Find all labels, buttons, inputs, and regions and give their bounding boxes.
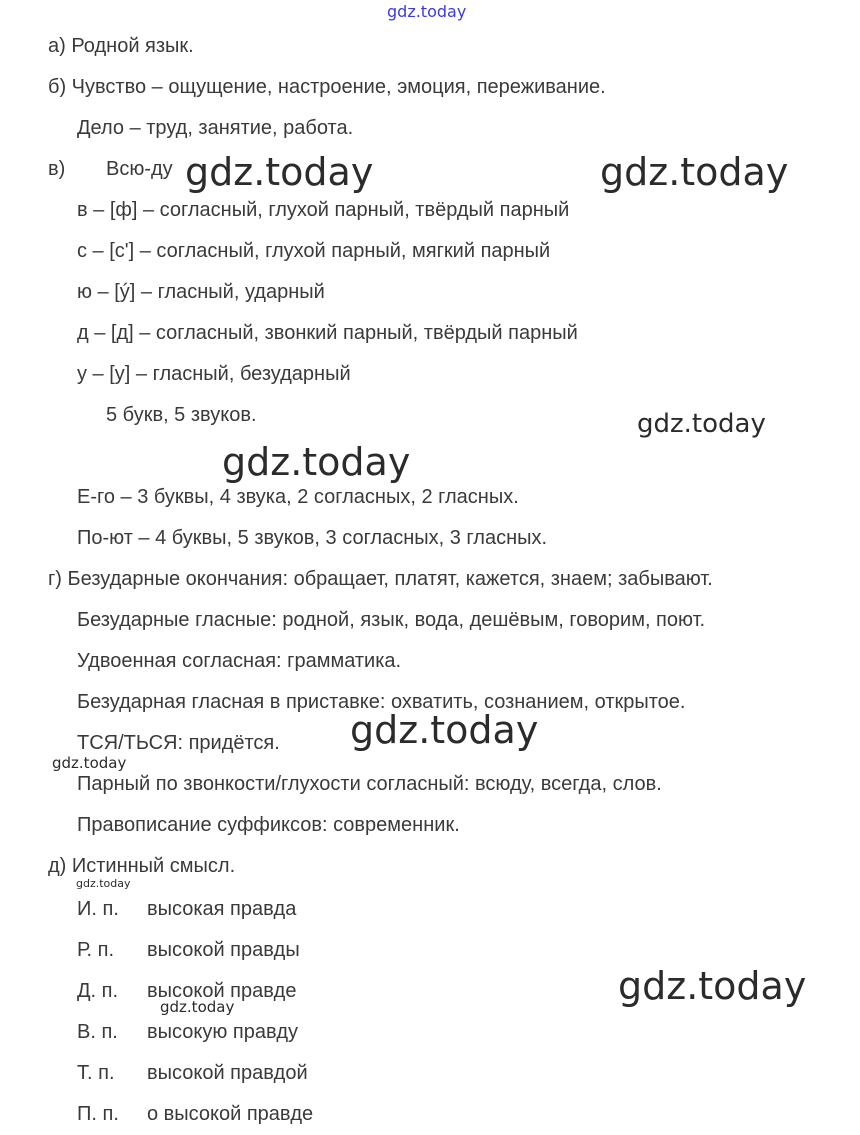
phonetic-line-4: д – [д] – согласный, звонкий парный, твёрдый парный xyxy=(77,322,578,344)
letters-sounds-summary: 5 букв, 5 звуков. xyxy=(106,404,257,426)
declension-row xyxy=(77,1020,298,1044)
case-label: Д. п. xyxy=(77,980,119,1002)
answer-g-line4: Безударная гласная в приставке: охватить, сознанием, открытое. xyxy=(77,691,686,713)
watermark-4: gdz.today xyxy=(222,440,411,484)
answer-g-line5: ТСЯ/ТЬСЯ: придётся. xyxy=(77,732,280,754)
case-form: высокую правду xyxy=(147,1021,299,1043)
watermark-8: gdz.today xyxy=(160,998,235,1016)
answer-b-line2: Дело – труд, занятие, работа. xyxy=(77,117,354,139)
answer-d: д) Истинный смысл. xyxy=(48,855,236,877)
watermark-2: gdz.today xyxy=(600,150,789,194)
answer-v-label: в) xyxy=(48,158,66,180)
declension-row xyxy=(77,938,300,962)
case-label: Р. п. xyxy=(77,939,115,961)
case-label: Т. п. xyxy=(77,1062,115,1084)
case-form: высокая правда xyxy=(147,898,297,920)
watermark-3: gdz.today xyxy=(637,409,766,439)
case-label: П. п. xyxy=(77,1103,119,1125)
answer-g-line3: Удвоенная согласная: грамматика. xyxy=(77,650,402,672)
answer-b-line1: б) Чувство – ощущение, настроение, эмоция, переживание. xyxy=(48,76,606,98)
watermark-5: gdz.today xyxy=(350,708,539,752)
answer-g-line2: Безударные гласные: родной, язык, вода, дешёвым, говорим, поют. xyxy=(77,609,706,631)
case-form: о высокой правде xyxy=(147,1103,314,1125)
answer-g-line7: Правописание суффиксов: современник. xyxy=(77,814,460,836)
case-form: высокой правдой xyxy=(147,1062,308,1084)
answer-v-word: Всю-ду xyxy=(106,158,173,180)
phonetic-line-2: с – [с'] – согласный, глухой парный, мягкий парный xyxy=(77,240,551,262)
answer-g-line6: Парный по звонкости/глухости согласный: всюду, всегда, слов. xyxy=(77,773,662,795)
declension-row xyxy=(77,897,296,921)
watermark-7: gdz.today xyxy=(76,877,131,890)
watermark-6: gdz.today xyxy=(52,754,127,772)
answer-g-line1: г) Безударные окончания: обращает, платят, кажется, знаем; забывают. xyxy=(48,568,713,590)
analysis-ego: Е-го – 3 буквы, 4 звука, 2 согласных, 2 гласных. xyxy=(77,486,519,508)
declension-row xyxy=(77,1102,313,1126)
phonetic-line-1: в – [ф] – согласный, глухой парный, твёрдый парный xyxy=(77,199,570,221)
answer-a: а) Родной язык. xyxy=(48,35,194,57)
declension-row xyxy=(77,1061,308,1085)
case-form: высокой правде xyxy=(147,980,297,1002)
phonetic-line-3: ю – [ý] – гласный, ударный xyxy=(77,281,325,303)
case-label: И. п. xyxy=(77,898,119,920)
watermark-9: gdz.today xyxy=(618,964,807,1008)
watermark-1: gdz.today xyxy=(185,150,374,194)
case-form: высокой правды xyxy=(147,939,300,961)
phonetic-line-5: у – [у] – гласный, безударный xyxy=(77,363,351,385)
watermark-top: gdz.today xyxy=(387,2,467,21)
analysis-poyut: По-ют – 4 буквы, 5 звуков, 3 согласных, 3 гласных. xyxy=(77,527,548,549)
case-label: В. п. xyxy=(77,1021,118,1043)
